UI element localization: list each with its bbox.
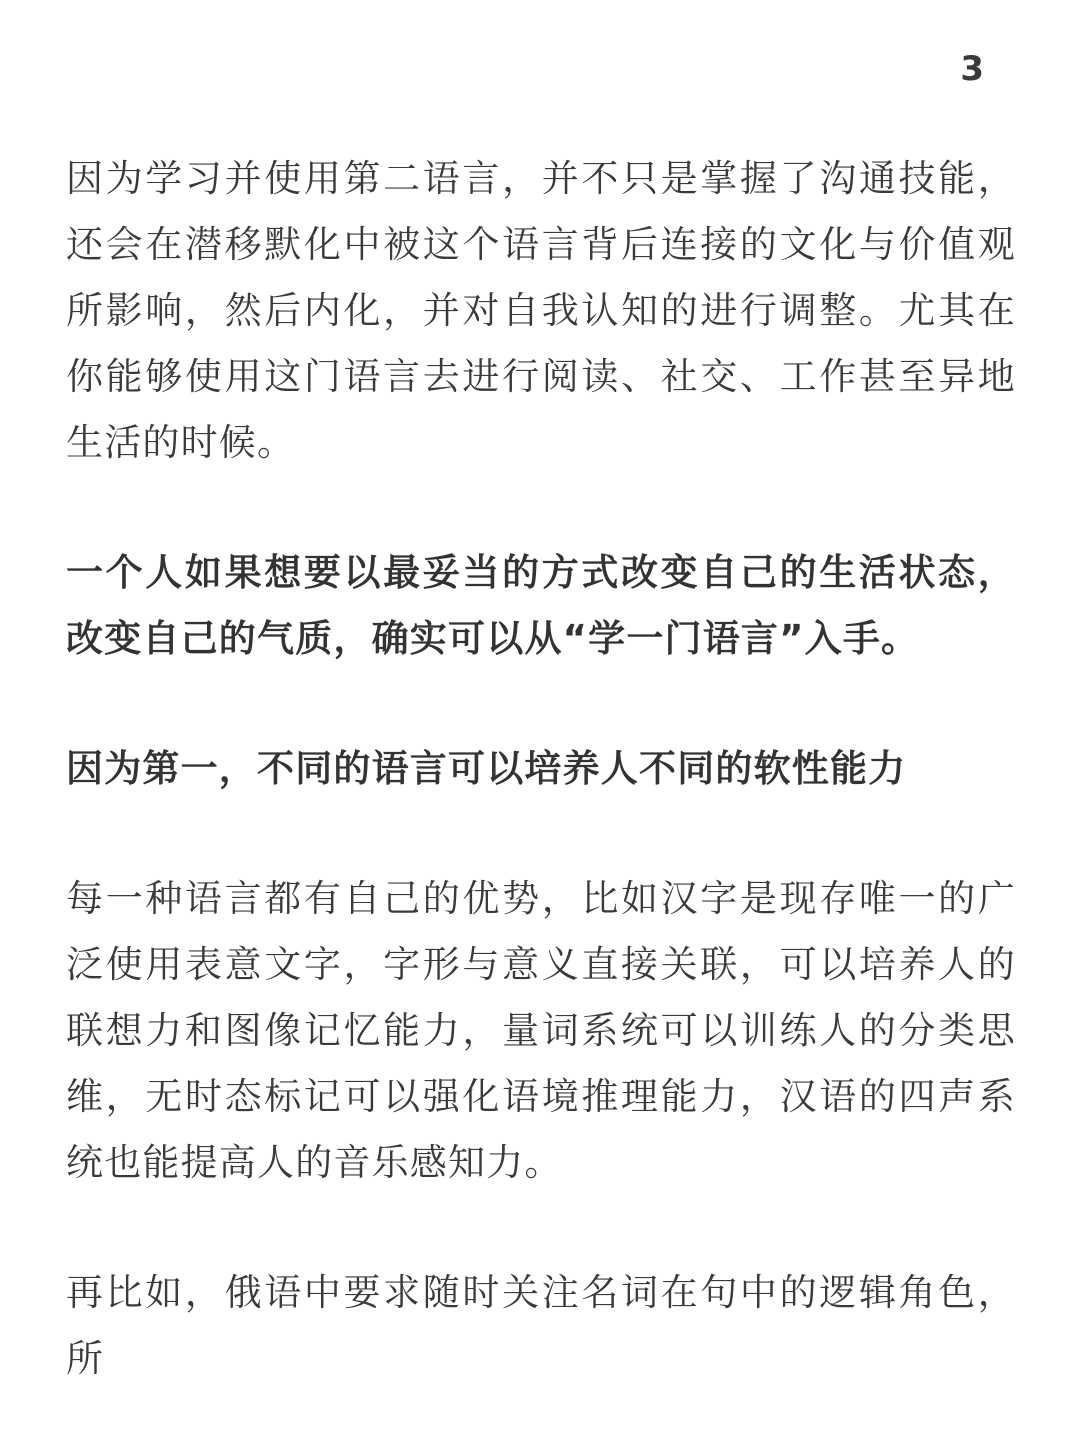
- section-heading: 因为第一，不同的语言可以培养人不同的软性能力: [66, 747, 907, 790]
- page-number: 3: [960, 49, 984, 89]
- article-body: [66, 146, 1016, 1392]
- paragraph-intro: 因为学习并使用第二语言，并不只是掌握了沟通技能，还会在潜移默化中被这个语言背后连接的文化与价值观所影响，然后内化，并对自我认知的进行调整。尤其在你能够使用这门语言去进行阅读、社交、工作甚至异地生活的时候。: [66, 157, 1016, 464]
- paragraph-russian-example: 再比如，俄语中要求随时关注名词在句中的逻辑角色，所: [66, 1271, 1016, 1380]
- paragraph-chinese-advantages: 每一种语言都有自己的优势，比如汉字是现存唯一的广泛使用表意文字，字形与意义直接关联，可以培养人的联想力和图像记忆能力，量词系统可以训练人的分类思维，无时态标记可以强化语境推理能力，汉语的四声系统也能提高人的音乐感知力。: [66, 877, 1016, 1184]
- paragraph-emphasis: 一个人如果想要以最妥当的方式改变自己的生活状态，改变自己的气质，确实可以从“学一门语言”入手。: [66, 551, 1016, 660]
